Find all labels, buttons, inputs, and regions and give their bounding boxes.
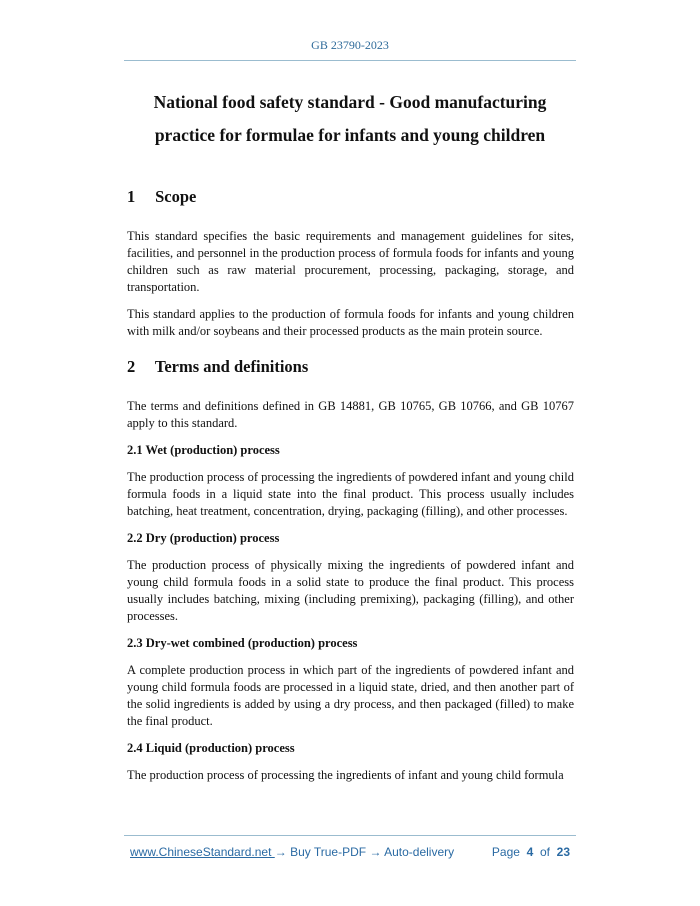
section-heading-scope	[127, 186, 574, 208]
paragraph: A complete production process in which part of the ingredients of powdered infant and young child formula foods are processed in a liquid state, dried, and then another part of the solid ingredients is added by using a dry process, and then packaged (filled) to make the final product.	[127, 663, 574, 728]
paragraph: This standard applies to the production of formula foods for infants and young children with milk and/or soybeans and their processed products as the main protein source.	[127, 307, 574, 338]
paragraph: The production process of processing the ingredients of infant and young child formula	[127, 768, 564, 782]
subsection-heading: 2.2 Dry (production) process	[127, 531, 280, 545]
page-label: Page	[491, 845, 520, 859]
page-indicator	[492, 845, 570, 859]
section-title: Scope	[155, 187, 197, 206]
of-label: of	[539, 845, 550, 859]
subsection-heading: 2.4 Liquid (production) process	[127, 741, 295, 755]
paragraph: The terms and definitions defined in GB 14881, GB 10765, GB 10766, and GB 10767 apply to this standard.	[127, 399, 574, 430]
header-doc-code: GB 23790-2023	[311, 38, 389, 52]
document-body	[127, 186, 574, 794]
paragraph: The production process of physically mixing the ingredients of powdered infant and young child formula foods in a solid state to produce the final product. This process usually includes batching, mixing (including premixing), packaging (filling), and other processes.	[127, 558, 574, 623]
website-link[interactable]: www.ChineseStandard.net	[130, 845, 275, 859]
page-total: 23	[556, 845, 570, 859]
footer-promo-text: → Buy True-PDF → Auto-delivery	[274, 845, 455, 859]
section-title: Terms and definitions	[154, 357, 309, 376]
footer	[130, 845, 570, 859]
section-number: 2	[127, 357, 136, 376]
subsection-heading: 2.1 Wet (production) process	[127, 443, 280, 457]
paragraph: This standard specifies the basic requirements and management guidelines for sites, facilities, and personnel in the production process of formula foods for infants and young children such as raw material procurement, processing, packaging, storage, and transportation.	[127, 229, 574, 294]
subsection-heading: 2.3 Dry-wet combined (production) process	[127, 636, 358, 650]
title-line-2: practice for formulae for infants and young children	[154, 125, 546, 145]
header-divider	[124, 60, 576, 61]
paragraph: The production process of processing the ingredients of powdered infant and young child formula foods in a liquid state into the final product. This process usually includes batching, heat treatment, concentration, drying, packaging (filling), and other processes.	[127, 470, 574, 518]
section-heading-terms	[127, 356, 574, 378]
document-title	[0, 86, 700, 152]
page-number: 4	[526, 845, 534, 859]
title-line-1: National food safety standard - Good manufacturing	[153, 92, 547, 112]
footer-divider	[124, 835, 576, 836]
section-number: 1	[127, 187, 136, 206]
footer-left	[130, 845, 454, 859]
